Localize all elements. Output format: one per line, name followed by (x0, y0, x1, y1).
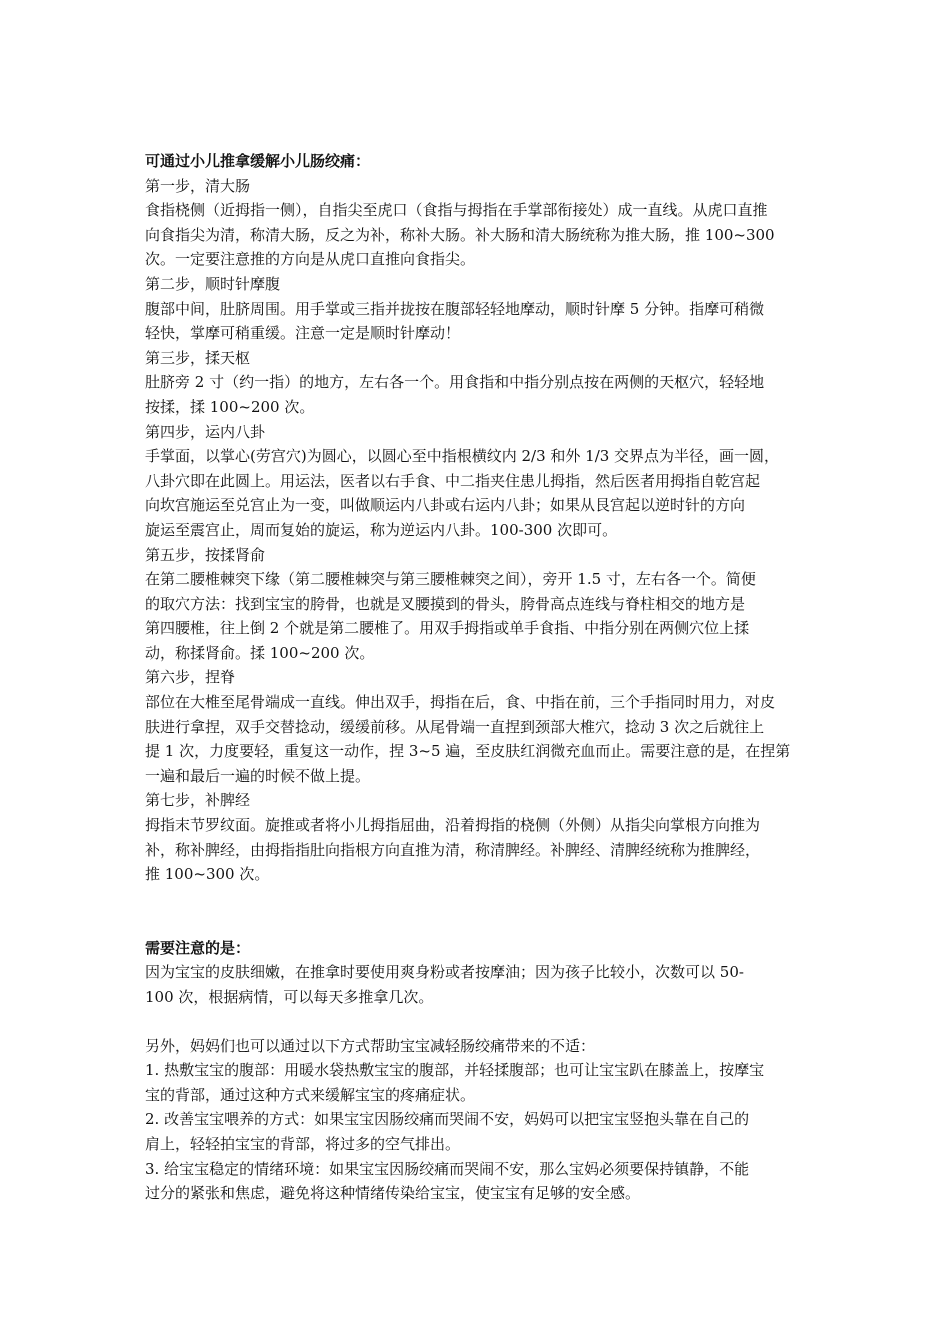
step-text-line: 腹部中间，肚脐周围。用手掌或三指并拢按在腹部轻轻地摩动，顺时针摩 5 分钟。指摩可稍微 (145, 299, 765, 318)
step-text-line: 推 100~300 次。 (145, 865, 270, 884)
notes-section (145, 936, 810, 1010)
step-text-line: 的取穴方法：找到宝宝的胯骨，也就是叉腰摸到的骨头，胯骨高点连线与脊柱相交的地方是 (145, 594, 746, 613)
step-3 (145, 346, 810, 420)
step-text-line: 一遍和最后一遍的时候不做上提。 (145, 766, 371, 785)
step-5 (145, 543, 810, 666)
tips-intro: 另外，妈妈们也可以通过以下方式帮助宝宝减轻肠绞痛带来的不适： (145, 1036, 596, 1055)
step-title: 第三步，揉天枢 (145, 348, 251, 367)
document-body (145, 149, 810, 1206)
step-6 (145, 665, 810, 788)
step-text-line: 部位在大椎至尾骨端成一直线。伸出双手，拇指在后，食、中指在前，三个手指同时用力，对皮 (145, 693, 776, 712)
step-title: 第五步，按揉肾俞 (145, 545, 266, 564)
step-text-line: 补，称补脾经，由拇指指肚向指根方向直推为清，称清脾经。补脾经、清脾经统称为推脾经， (145, 840, 761, 859)
step-text-line: 向坎宫施运至兑宫止为一变，叫做顺运内八卦或右运内八卦；如果从艮宫起以逆时针的方向 (145, 496, 746, 515)
step-7 (145, 788, 810, 886)
tips-text-line: 2. 改善宝宝喂养的方式：如果宝宝因肠绞痛而哭闹不安，妈妈可以把宝宝竖抱头靠在自己的 (145, 1110, 750, 1129)
tips-section (145, 1034, 810, 1206)
step-text-line: 按揉，揉 100~200 次。 (145, 397, 315, 416)
step-text-line: 手掌面，以掌心(劳宫穴)为圆心，以圆心至中指根横纹内 2/3 和外 1/3 交界点为半径，画一圆， (145, 447, 780, 466)
step-4 (145, 420, 810, 543)
step-2 (145, 272, 810, 346)
step-text-line: 肤进行拿捏，双手交替捻动，缓缓前移。从尾骨端一直捏到颈部大椎穴，捻动 3 次之后就往上 (145, 717, 765, 736)
step-text-line: 食指桡侧（近拇指一侧），自指尖至虎口（食指与拇指在手掌部衔接处）成一直线。从虎口直推 (145, 201, 768, 220)
tips-text-line: 3. 给宝宝稳定的情绪环境：如果宝宝因肠绞痛而哭闹不安，那么宝妈必须要保持镇静，不能 (145, 1159, 750, 1178)
step-text-line: 拇指末节罗纹面。旋推或者将小儿拇指屈曲，沿着拇指的桡侧（外侧）从指尖向掌根方向推为 (145, 816, 761, 835)
tips-text-line: 1. 热敷宝宝的腹部：用暖水袋热敷宝宝的腹部，并轻揉腹部；也可让宝宝趴在膝盖上，按摩宝 (145, 1061, 765, 1080)
step-title: 第六步，捏脊 (145, 668, 236, 687)
note-text-line: 因为宝宝的皮肤细嫩，在推拿时要使用爽身粉或者按摩油；因为孩子比较小，次数可以 50- (145, 963, 744, 982)
step-text-line: 次。一定要注意推的方向是从虎口直推向食指尖。 (145, 250, 476, 269)
step-title: 第四步，运内八卦 (145, 422, 266, 441)
section-heading-massage: 可通过小儿推拿缓解小儿肠绞痛： (145, 152, 371, 170)
step-title: 第七步，补脾经 (145, 791, 251, 810)
step-text-line: 在第二腰椎棘突下缘（第二腰椎棘突与第三腰椎棘突之间），旁开 1.5 寸，左右各一个。简便 (145, 570, 756, 589)
tips-text-line: 宝的背部，通过这种方式来缓解宝宝的疼痛症状。 (145, 1085, 476, 1104)
note-text-line: 100 次，根据病情，可以每天多推拿几次。 (145, 988, 434, 1006)
tips-text-line: 肩上，轻轻拍宝宝的背部，将过多的空气排出。 (145, 1134, 461, 1153)
tips-text-line: 过分的紧张和焦虑，避免将这种情绪传染给宝宝，使宝宝有足够的安全感。 (145, 1184, 641, 1203)
spacer (145, 887, 810, 936)
step-1 (145, 174, 810, 272)
step-text-line: 八卦穴即在此圆上。用运法，医者以右手食、中二指夹住患儿拇指，然后医者用拇指自乾宫起 (145, 471, 761, 490)
step-title: 第一步，清大肠 (145, 176, 251, 195)
section-heading-notes: 需要注意的是： (145, 938, 251, 957)
step-text-line: 旋运至震宫止，周而复始的旋运，称为逆运内八卦。100-300 次即可。 (145, 520, 618, 539)
step-text-line: 向食指尖为清，称清大肠，反之为补，称补大肠。补大肠和清大肠统称为推大肠，推 100~300 (145, 225, 775, 244)
step-text-line: 肚脐旁 2 寸（约一指）的地方，左右各一个。用食指和中指分别点按在两侧的天枢穴，轻轻地 (145, 373, 765, 392)
step-text-line: 第四腰椎，往上倒 2 个就是第二腰椎了。用双手拇指或单手食指、中指分别在两侧穴位上揉 (145, 619, 750, 638)
step-text-line: 提 1 次，力度要轻，重复这一动作，捏 3~5 遍，至皮肤红润微充血而止。需要注意的是，在捏第 (145, 742, 791, 761)
spacer (145, 1010, 810, 1034)
step-title: 第二步，顺时针摩腹 (145, 274, 281, 293)
step-text-line: 轻快，掌摩可稍重缓。注意一定是顺时针摩动！ (145, 324, 461, 343)
step-text-line: 动，称揉肾俞。揉 100~200 次。 (145, 643, 375, 662)
